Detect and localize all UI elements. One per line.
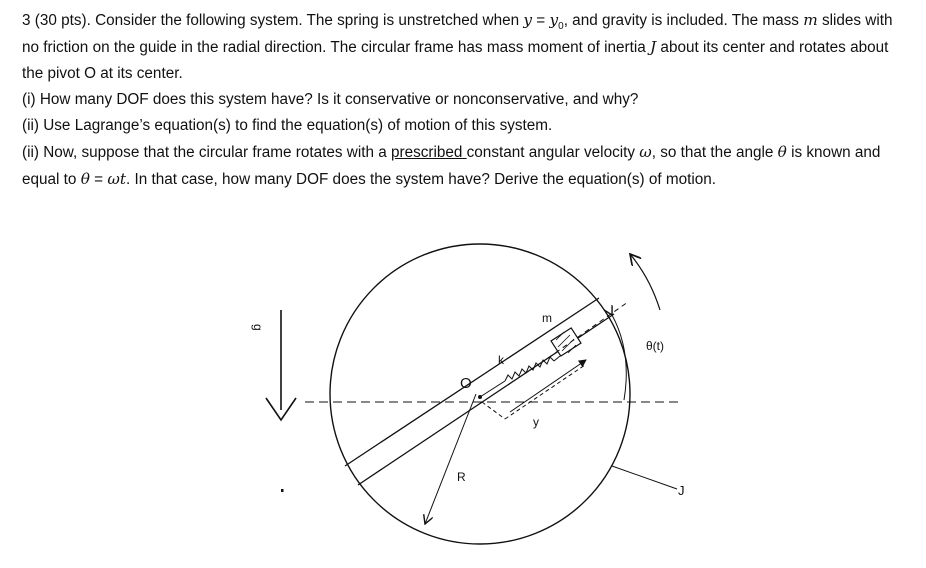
part-2: (ii) Use Lagrange’s equation(s) to find the equation(s) of motion of this system.: [22, 117, 553, 134]
radius-label: R: [457, 470, 466, 484]
inertia-label: J: [678, 483, 685, 498]
mass-block: [551, 328, 581, 356]
gravity-label: g: [251, 324, 265, 331]
rotation-arrow: [630, 254, 660, 310]
spring-label: k: [498, 353, 504, 367]
inertia-arrow: [612, 466, 677, 489]
theta-label: θ(t): [646, 339, 664, 353]
radial-guide: [345, 298, 614, 485]
problem-intro: 3 (30 pts). Consider the following system. The spring is unstretched when $y = y_0$, and gravity is included. The mass m slides with no friction on the guide in the radial direction. The circular frame has mass moment of inertia J about its center and rotates about the pivot O at its center.: [22, 11, 893, 82]
part-3: (ii) Now, suppose that the circular frame rotates with a prescribed constant angular velocity ω, so that the angle θ is known and equal to θ = ωt. In that case, how many DOF does the system have? Derive the equation(s) of motion.: [22, 143, 881, 188]
y-coordinate-label: y: [533, 415, 539, 429]
mass-label: m: [542, 311, 552, 325]
pivot-label: O: [460, 375, 472, 392]
circular-frame: [330, 244, 630, 544]
part-1: (i) How many DOF does this system have? Is it conservative or nonconservative, and why?: [22, 91, 639, 108]
radius-line: [425, 394, 476, 524]
stray-dot: [281, 489, 284, 492]
